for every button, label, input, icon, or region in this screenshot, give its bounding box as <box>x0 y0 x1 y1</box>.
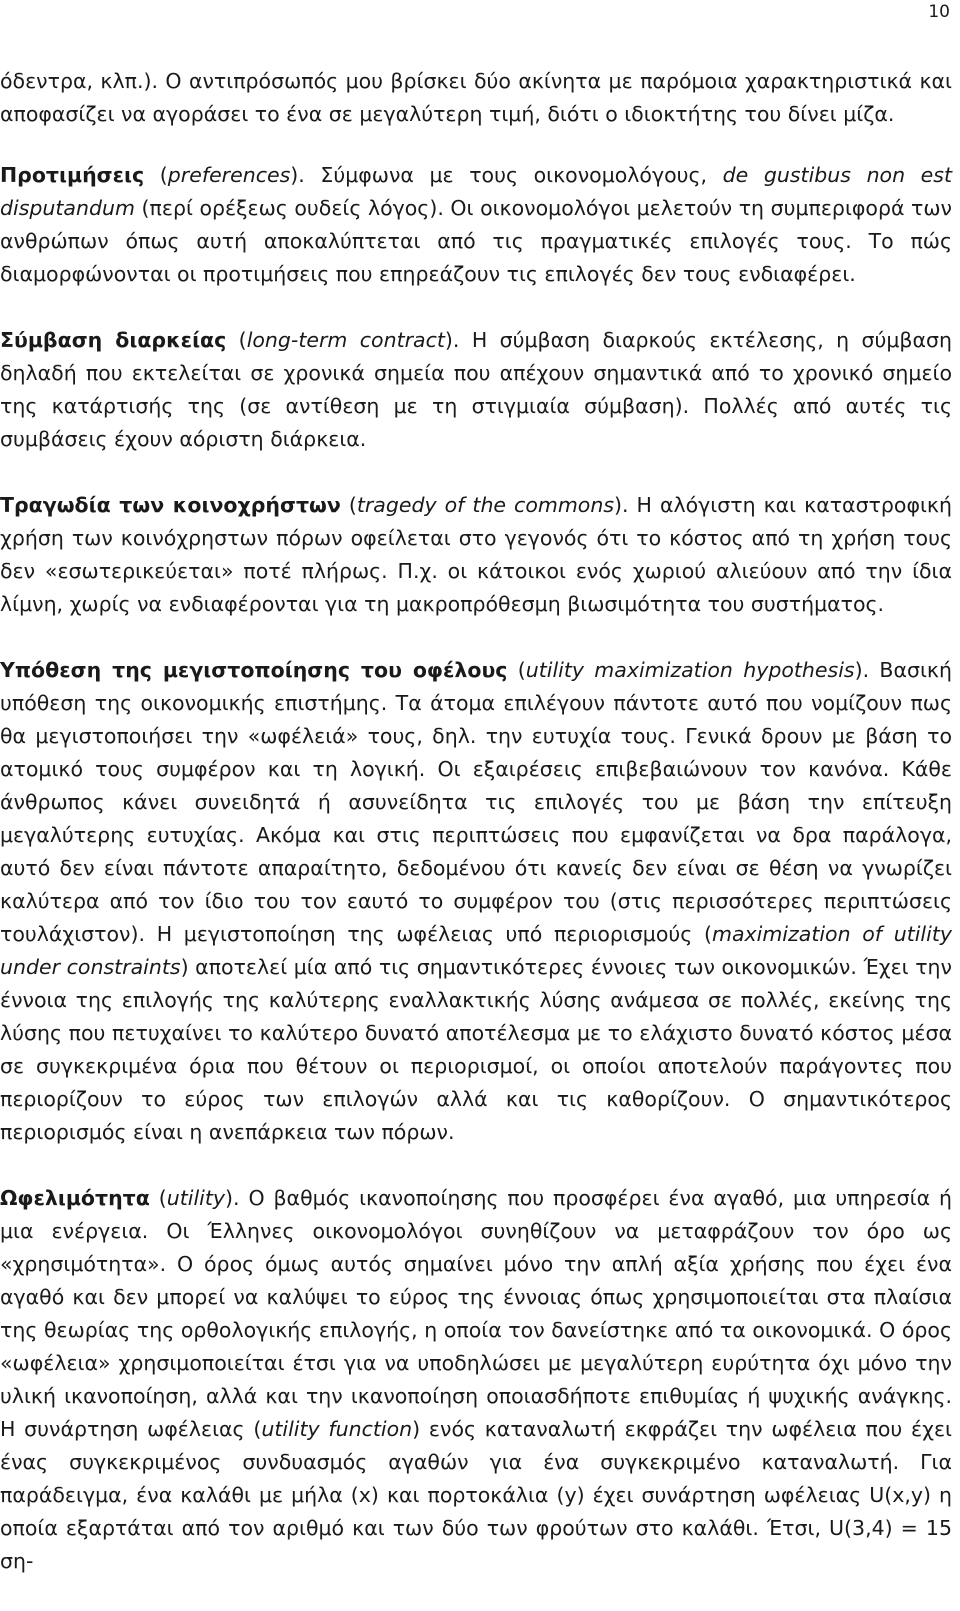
entry-text: Ο βαθμός ικανοποίησης που προσφέρει ένα αγαθό, μια υπηρεσία ή μια ενέργεια. Οι Έλληνες οικονομολόγοι συνηθίζουν να μεταφράζουν τον όρο ως «χρησιμότητα». Ο όρος όμως αυτός σημαίνει μόνο την απλή αξία χρήσης που έχει ένα αγαθό και δεν μπορεί να καλύψει το εύρος της έννοιας όπως χρησιμοποιείται στα πλαίσια της θεωρίας της ορθολογικής επιλογής, η οποία τον δανείστηκε από τα οικονομικά. Ο όρος «ωφέλεια» χρησιμοποιείται έτσι για να υποδηλώσει με μεγαλύτερη ευρύτητα όχι μόνο την υλική ικανοποίηση, αλλά και την ικανοποίηση οποιασδήποτε επιθυμίας ή ψυχικής ανάγκης. Η συνάρτηση ωφέλειας ( <box>0 1186 953 1441</box>
entry-text: ) ενός καταναλωτή εκφράζει την ωφέλεια που έχει ένας συγκεκριμένος συνδυασμός αγαθών για ένα συγκεκριμένο καταναλωτή. Για παράδειγμα, ένα καλάθι με μήλα (x) και πορτοκάλια (y) έχει συνάρτηση ωφέλειας U(x,y) η οποία εξαρτάται από τον αριθμό και των δύο των φρούτων στο καλάθι. Έτσι, U(3,4) = 15 ση- <box>0 1417 952 1573</box>
paren-open: ( <box>340 493 357 517</box>
paren-close: ). <box>444 328 460 352</box>
entry-english-phrase: utility function <box>261 1417 413 1441</box>
entry-term: Προτιμήσεις <box>0 163 145 187</box>
entry-english-phrase: maximization of utility under constraints <box>0 922 952 979</box>
entry-text: (περί ορέξεως ουδείς λόγος). Οι οικονομολόγοι μελετούν τη συμπεριφορά των ανθρώπων όπως αυτή αποκαλύπτεται από τις πραγματικές επιλογές τους. Το πώς διαμορφώνονται οι προτιμήσεις που επηρεάζουν τις επιλογές δεν τους ενδιαφέρει. <box>0 196 952 286</box>
paren-close: ). <box>614 493 629 517</box>
entry-text: Η σύμβαση διαρκούς εκτέλεσης, η σύμβαση δηλαδή που εκτελείται σε χρονικά σημεία που απέχουν σημαντικά από το χρονικό σημείο της κατάρτισής της (σε αντίθεση με τη στιγμιαία σύμβαση). Πολλές από αυτές τις συμβάσεις έχουν αόριστη διάρκεια. <box>0 328 952 451</box>
paren-open: ( <box>144 163 168 187</box>
entry-tragedy-of-commons <box>0 489 952 621</box>
paren-close: ). <box>854 658 870 682</box>
entry-preferences <box>0 159 952 291</box>
entry-term: Σύμβαση διαρκείας <box>0 328 227 352</box>
entry-english-term: utility maximization hypothesis <box>525 658 855 682</box>
entry-utility <box>0 1182 952 1578</box>
entry-term: Υπόθεση της μεγιστοποίησης του οφέλους <box>0 658 508 682</box>
paren-open: ( <box>226 328 247 352</box>
entry-term: Ωφελιμότητα <box>0 1186 150 1210</box>
entry-text: όδεντρα, κλπ.). Ο αντιπρόσωπός μου βρίσκει δύο ακίνητα με παρόμοια χαρακτηριστικά και αποφασίζει να αγοράσει το ένα σε μεγαλύτερη τιμή, διότι ο ιδιοκτήτης του δίνει μίζα. <box>0 69 952 126</box>
entry-english-term: long-term contract <box>246 328 445 352</box>
entry-term: Τραγωδία των κοινοχρήστων <box>0 493 341 517</box>
entry-english-term: preferences <box>167 163 291 187</box>
entry-latin-phrase: de gustibus non est disputandum <box>0 163 953 220</box>
entry-english-term: utility <box>166 1186 226 1210</box>
entry-text: Η αλόγιστη και καταστροφική χρήση των κοινόχρηστων πόρων οφείλεται στο γεγονός ότι το κόστος από τη χρήση τους δεν «εσωτερικεύεται» ποτέ πλήρως. Π.χ. οι κάτοικοι ενός χωριού αλιεύουν από την ίδια λίμνη, χωρίς να ενδιαφέρονται για τη μακροπρόθεσμη βιωσιμότητα του συστήματος. <box>0 493 952 616</box>
entry-text: Σύμφωνα με τους οικονομολόγους, <box>304 163 723 187</box>
entry-text: ) αποτελεί μία από τις σημαντικότερες έννοιες των οικονομικών. Έχει την έννοια της επιλογής της καλύτερης εναλλακτικής λύσης ανάμεσα σε πολλές, εκείνης της λύσης που πετυχαίνει το καλύτερο δυνατό αποτέλεσμα με το ελάχιστο δυνατό κόστος μέσα σε συγκεκριμένα όρια που θέτουν οι περιορισμοί, οι οποίοι αποτελούν παράγοντες που περιορίζουν το εύρος των επιλογών αλλά και τις καθορίζουν. Ο σημαντικότερος περιορισμός είναι η ανεπάρκεια των πόρων. <box>0 955 953 1144</box>
entry-utility-maximization <box>0 654 952 1149</box>
entry-long-term-contract <box>0 324 952 456</box>
entry-continuation <box>0 65 952 131</box>
entry-english-term: tragedy of the commons <box>356 493 615 517</box>
paren-close: ). <box>225 1186 240 1210</box>
paren-close: ). <box>290 163 305 187</box>
glossary-content <box>0 65 952 1611</box>
page-number: 10 <box>928 2 950 22</box>
entry-text: Βασική υπόθεση της οικονομικής επιστήμης. Τα άτομα επιλέγουν πάντοτε αυτό που νομίζουν πως θα μεγιστοποιήσει την «ωφέλειά» τους, δηλ. την ευτυχία τους. Γενικά δρουν με βάση το ατομικό τους συμφέρον και τη λογική. Οι εξαιρέσεις επιβεβαιώνουν τον κανόνα. Κάθε άνθρωπος κάνει συνειδητά ή ασυνείδητα τις επιλογές του με βάση την επίτευξη μεγαλύτερης ευτυχίας. Ακόμα και στις περιπτώσεις που εμφανίζεται να δρα παράλογα, αυτό δεν είναι πάντοτε απαραίτητο, δεδομένου ότι κανείς δεν είναι σε θέση να γνωρίζει καλύτερα από τον ίδιο του τον εαυτό το συμφέρον του (στις περισσότερες περιπτώσεις τουλάχιστον). Η μεγιστοποίηση της ωφέλειας υπό περιορισμούς ( <box>0 658 952 946</box>
paren-open: ( <box>507 658 526 682</box>
paren-open: ( <box>149 1186 167 1210</box>
